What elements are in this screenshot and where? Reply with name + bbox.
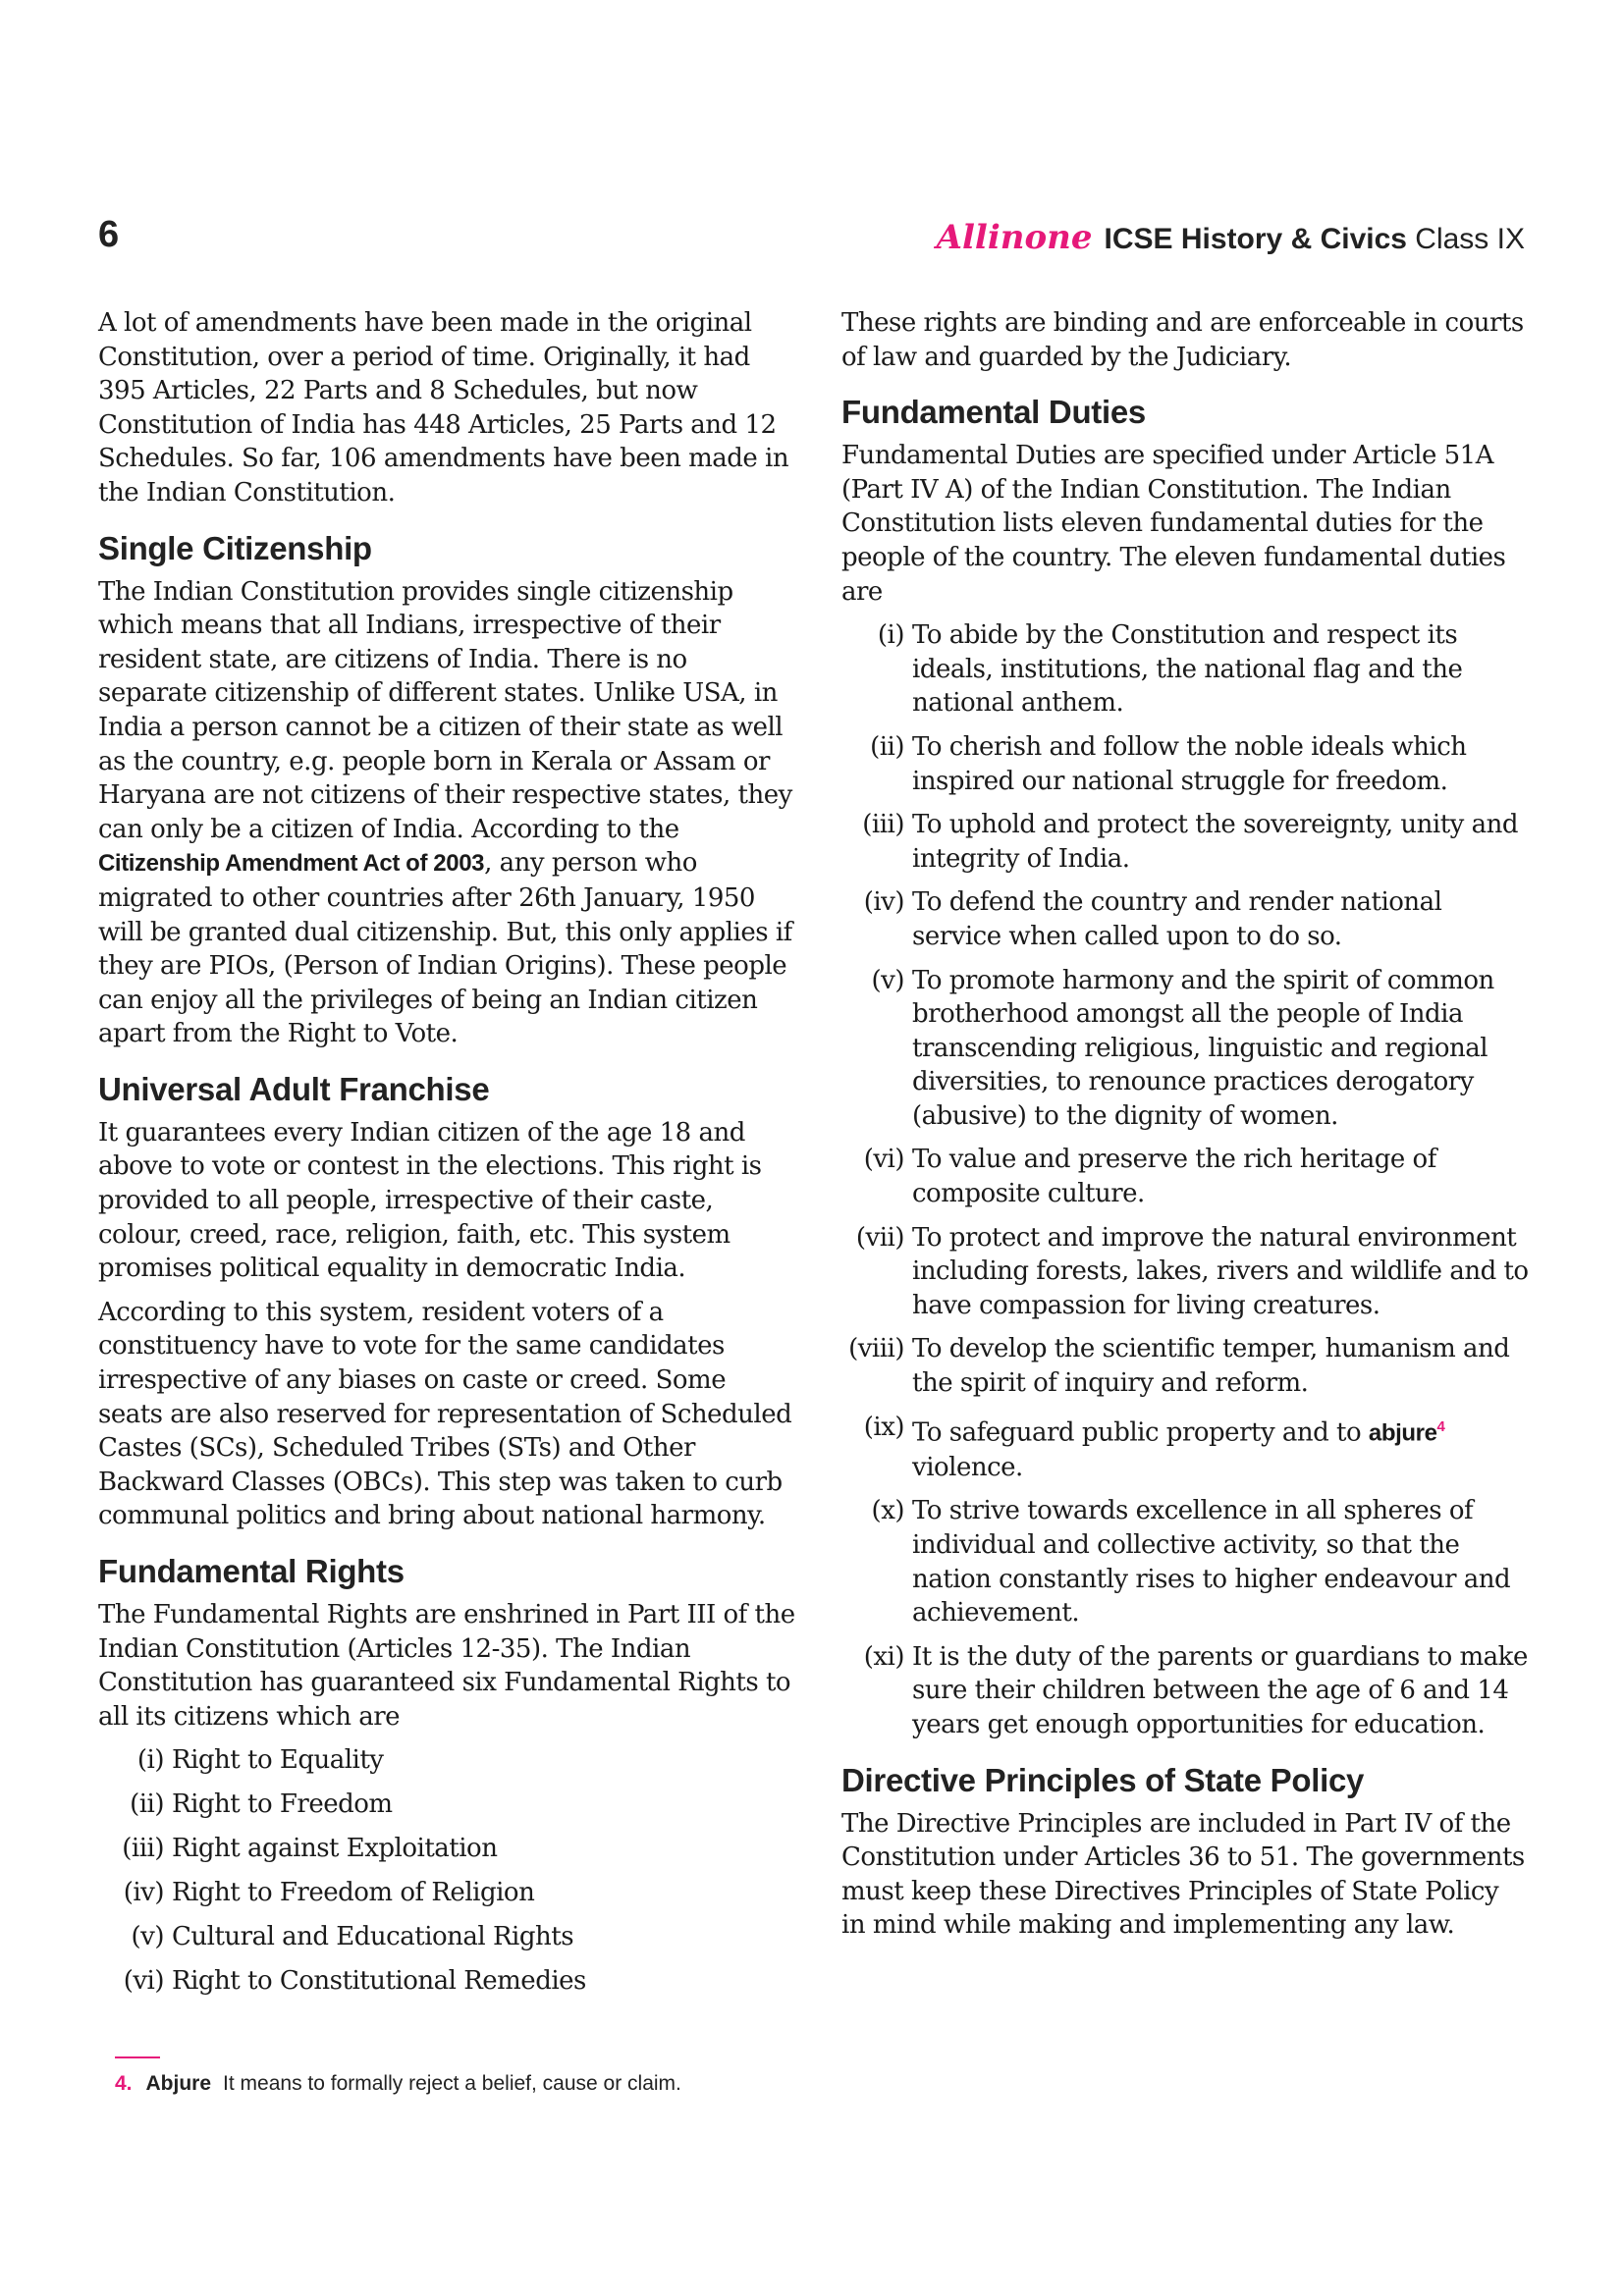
list-item-text: To defend the country and render national service when called upon to do so. <box>912 887 1442 951</box>
brand-logo: Allinone <box>936 218 1093 257</box>
list-item-text: Right to Freedom of Religion <box>172 1878 535 1908</box>
rights-enforceable-paragraph: These rights are binding and are enforceable in courts of law and guarded by the Judiciary. <box>841 308 1524 372</box>
highlighted-term: Citizenship Amendment Act of 2003 <box>98 850 485 878</box>
list-item <box>98 1920 797 1954</box>
list-item <box>841 1411 1529 1485</box>
list-item-text: To promote harmony and the spirit of common brotherhood amongst all the people of India transcending religious, linguistic and regional diversities, to renounce practices derogatory (abusive) to the dignity of women. <box>912 965 1494 1131</box>
list-item-number: (vii) <box>855 1222 904 1253</box>
list-item <box>841 1494 1529 1629</box>
list-item-number: (viii) <box>848 1334 904 1364</box>
list-item <box>841 1640 1529 1742</box>
fundamental-duties-intro: Fundamental Duties are specified under Article 51A (Part IV A) of the Indian Constitution. The Indian Constitution lists eleven fundamental duties for the people of the country. The eleven fundamental duties are <box>841 441 1506 607</box>
footnote-term: Abjure <box>145 2072 212 2095</box>
list-item-number: (iv) <box>123 1878 164 1908</box>
book-title: ICSE History & Civics <box>1104 223 1407 255</box>
list-item-text: Right to Constitutional Remedies <box>172 1966 586 1997</box>
list-item <box>841 1221 1529 1323</box>
list-item-text: To strive towards excellence in all spheres of individual and collective activity, so that the nation constantly rises to higher endeavour and achievement. <box>912 1496 1511 1629</box>
heading-directive-principles: Directive Principles of State Policy <box>841 1761 1365 1798</box>
list-item <box>98 1743 797 1778</box>
heading-fundamental-rights: Fundamental Rights <box>98 1553 405 1589</box>
fundamental-rights-list <box>98 1743 797 1999</box>
text-segment: To safeguard public property and to <box>912 1417 1369 1448</box>
list-item-number: (i) <box>877 620 904 651</box>
list-item-number: (iii) <box>122 1834 164 1864</box>
glossary-term: abjure <box>1368 1419 1437 1447</box>
list-item <box>841 730 1529 798</box>
intro-paragraph: A lot of amendments have been made in the original Constitution, over a period of time. Originally, it had 395 Articles, 22 Parts and 8 Schedules, but now Constitution of India has 448 Articles, 25 Parts and 12 Schedules. So far, 106 amendments have been made in the Indian Constitution. <box>98 308 789 507</box>
single-citizenship-paragraph <box>98 575 797 1051</box>
footnote-reference: 4 <box>1436 1417 1445 1435</box>
list-item-text: Right against Exploitation <box>172 1834 498 1864</box>
page-number: 6 <box>98 214 120 255</box>
list-item-text <box>912 1411 1529 1485</box>
list-item-number: (v) <box>131 1922 164 1952</box>
list-item-text: To develop the scientific temper, humanism and the spirit of inquiry and reform. <box>912 1334 1510 1399</box>
text-segment: The Indian Constitution provides single citizenship which means that all Indians, irrespective of their resident state, are citizens of India. There is no separate citizenship of different states. Unlike USA, in India a person cannot be a citizen of their state as well as the country, e.g. people born in Kerala or Assam or Haryana are not citizens of their respective states, they can only be a citizen of India. According to the <box>98 576 792 844</box>
fundamental-duties-list <box>841 618 1529 1741</box>
text-segment: violence. <box>912 1452 1023 1482</box>
list-item-text: To abide by the Constitution and respect its ideals, institutions, the national flag and the national anthem. <box>912 620 1463 719</box>
list-item-text: It is the duty of the parents or guardians to make sure their children between the age of 6 and 14 years get enough opportunities for education. <box>912 1641 1528 1740</box>
list-item-text: Right to Freedom <box>172 1789 393 1820</box>
list-item-number: (x) <box>871 1496 904 1526</box>
list-item-text: To value and preserve the rich heritage of composite culture. <box>912 1145 1436 1209</box>
footnote <box>115 2072 681 2096</box>
list-item <box>841 964 1529 1134</box>
class-label: Class IX <box>1415 223 1525 255</box>
list-item <box>841 1143 1529 1210</box>
list-item-number: (vi) <box>123 1966 164 1997</box>
list-item-number: (xi) <box>863 1641 904 1672</box>
franchise-paragraph-2: According to this system, resident voters of a constituency have to vote for the same candidates irrespective of any biases on caste or creed. Some seats are also reserved for representation of Scheduled Castes (SCs), Scheduled Tribes (STs) and Other Backward Classes (OBCs). This step was taken to curb communal politics and bring about national harmony. <box>98 1297 792 1531</box>
list-item-number: (ii) <box>130 1789 164 1820</box>
list-item-text: To cherish and follow the noble ideals which inspired our national struggle for freedom. <box>912 731 1467 796</box>
directive-principles-paragraph: The Directive Principles are included in Part IV of the Constitution under Articles 36 to 51. The governments must keep these Directives Principles of State Policy in mind while making and implementing any law. <box>841 1808 1525 1941</box>
right-column <box>841 306 1529 1952</box>
heading-fundamental-duties: Fundamental Duties <box>841 394 1146 431</box>
list-item-text: Right to Equality <box>172 1745 384 1776</box>
footnote-text: It means to formally reject a belief, cause or claim. <box>223 2072 681 2095</box>
list-item-number: (v) <box>871 965 904 995</box>
heading-universal-adult-franchise: Universal Adult Franchise <box>98 1070 490 1107</box>
list-item <box>841 618 1529 721</box>
list-item <box>98 1876 797 1910</box>
text-segment: , any person who migrated to other countries after 26th January, 1950 will be granted dual citizenship. But, this only applies if they are PIOs, (Person of Indian Origins). These people can enjoy all the privileges of being an Indian citizen apart from the Right to Vote. <box>98 848 792 1049</box>
heading-single-citizenship: Single Citizenship <box>98 529 372 566</box>
list-item-number: (iv) <box>863 887 904 918</box>
list-item-number: (ix) <box>863 1412 904 1442</box>
list-item <box>841 1332 1529 1400</box>
list-item <box>841 885 1529 953</box>
fundamental-rights-intro: The Fundamental Rights are enshrined in Part III of the Indian Constitution (Articles 12-35). The Indian Constitution has guaranteed six Fundamental Rights to all its citizens which are <box>98 1600 795 1732</box>
list-item-text: To uphold and protect the sovereignty, unity and integrity of India. <box>912 810 1518 874</box>
left-column <box>98 306 797 2008</box>
franchise-paragraph-1: It guarantees every Indian citizen of the age 18 and above to vote or contest in the elections. This right is provided to all people, irrespective of their caste, colour, creed, race, religion, faith, etc. This system promises political equality in democratic India. <box>98 1117 762 1284</box>
list-item-number: (ii) <box>870 731 904 762</box>
list-item-text: To protect and improve the natural environment including forests, lakes, rivers and wildlife and to have compassion for living creatures. <box>912 1222 1529 1320</box>
list-item-number: (i) <box>136 1745 164 1776</box>
list-item-text: Cultural and Educational Rights <box>172 1922 574 1952</box>
list-item-number: (iii) <box>862 810 904 840</box>
list-item <box>98 1832 797 1866</box>
running-header <box>937 218 1525 257</box>
footnote-number: 4. <box>115 2072 133 2095</box>
list-item <box>841 808 1529 876</box>
list-item-number: (vi) <box>863 1145 904 1175</box>
footnote-divider <box>115 2056 160 2058</box>
list-item <box>98 1788 797 1822</box>
list-item <box>98 1964 797 1999</box>
